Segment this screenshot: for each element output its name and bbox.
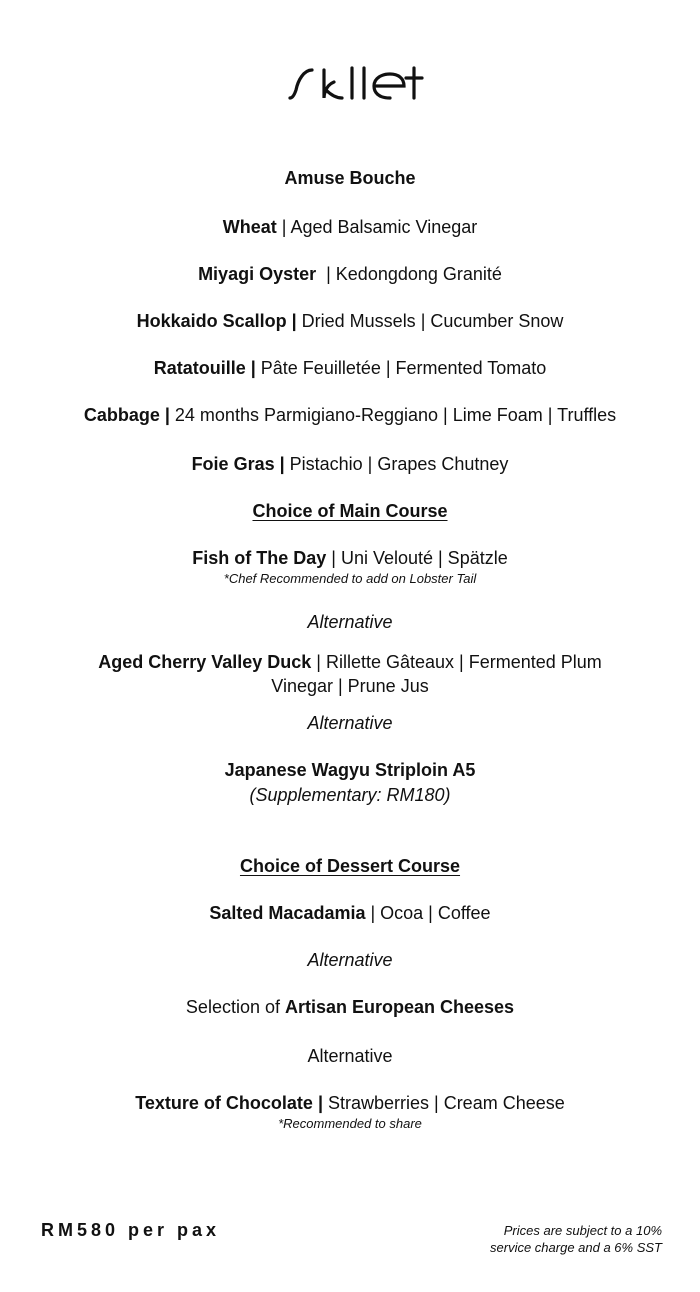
course-desc: | Rillette Gâteaux | Fermented Plum: [311, 652, 602, 672]
course-desc: | Kedongdong Granité: [316, 264, 502, 284]
course-desc: | Ocoa | Coffee: [365, 903, 491, 923]
course-desc: Pâte Feuilletée | Fermented Tomato: [255, 358, 547, 378]
alternative-label: Alternative: [307, 1046, 393, 1066]
main-fish-note: *Chef Recommended to add on Lobster Tail: [223, 571, 477, 586]
course-name: Texture of Chocolate |: [135, 1093, 323, 1113]
course-name: Ratatouille |: [153, 358, 256, 378]
disclaimer-line: service charge and a 6% SST: [490, 1240, 662, 1255]
course-name: Artisan European Cheeses: [284, 997, 515, 1017]
course-desc: Strawberries | Cream Cheese: [322, 1093, 565, 1113]
dessert-course-heading: Choice of Dessert Course: [239, 856, 461, 876]
course-prefix: Selection of: [185, 997, 285, 1017]
course-foie-gras: [0, 452, 700, 476]
course-wheat: [0, 215, 700, 239]
course-name: Foie Gras |: [191, 454, 285, 474]
course-ratatouille: [0, 356, 700, 380]
course-name: Cabbage |: [83, 405, 170, 425]
course-name: Fish of The Day: [192, 548, 327, 568]
course-desc: | Aged Balsamic Vinegar: [276, 217, 478, 237]
dessert-chocolate: [0, 1091, 700, 1115]
main-duck-line2: Vinegar | Prune Jus: [271, 676, 429, 696]
brand-logo: [0, 60, 700, 110]
dessert-macadamia: [0, 901, 700, 925]
course-scallop: [0, 309, 700, 333]
main-wagyu-supplement: (Supplementary: RM180): [249, 785, 451, 805]
dessert-chocolate-note: *Recommended to share: [278, 1116, 422, 1131]
course-oyster: [0, 262, 700, 286]
price-per-pax: RM580 per pax: [41, 1220, 221, 1240]
main-fish: [0, 546, 700, 570]
alternative-label: Alternative: [307, 713, 393, 733]
main-course-heading: Choice of Main Course: [252, 501, 448, 521]
main-duck: [0, 650, 700, 674]
course-desc: 24 months Parmigiano-Reggiano | Lime Foam | Truffles: [169, 405, 617, 425]
alternative-label: Alternative: [307, 950, 393, 970]
amuse-bouche-title: Amuse Bouche: [284, 168, 416, 188]
course-name: Aged Cherry Valley Duck: [98, 652, 312, 672]
course-name: Salted Macadamia: [209, 903, 366, 923]
course-desc: Dried Mussels | Cucumber Snow: [296, 311, 564, 331]
course-desc: Pistachio | Grapes Chutney: [284, 454, 509, 474]
course-desc: | Uni Velouté | Spätzle: [326, 548, 508, 568]
course-name: Miyagi Oyster: [198, 264, 317, 284]
main-wagyu: Japanese Wagyu Striploin A5: [224, 760, 476, 780]
course-name: Wheat: [222, 217, 277, 237]
course-name: Hokkaido Scallop |: [136, 311, 297, 331]
price-disclaimer: [490, 1222, 662, 1256]
disclaimer-line: Prices are subject to a 10%: [503, 1223, 662, 1238]
dessert-cheeses: [0, 995, 700, 1019]
alternative-label: Alternative: [307, 612, 393, 632]
course-cabbage: [0, 403, 700, 427]
